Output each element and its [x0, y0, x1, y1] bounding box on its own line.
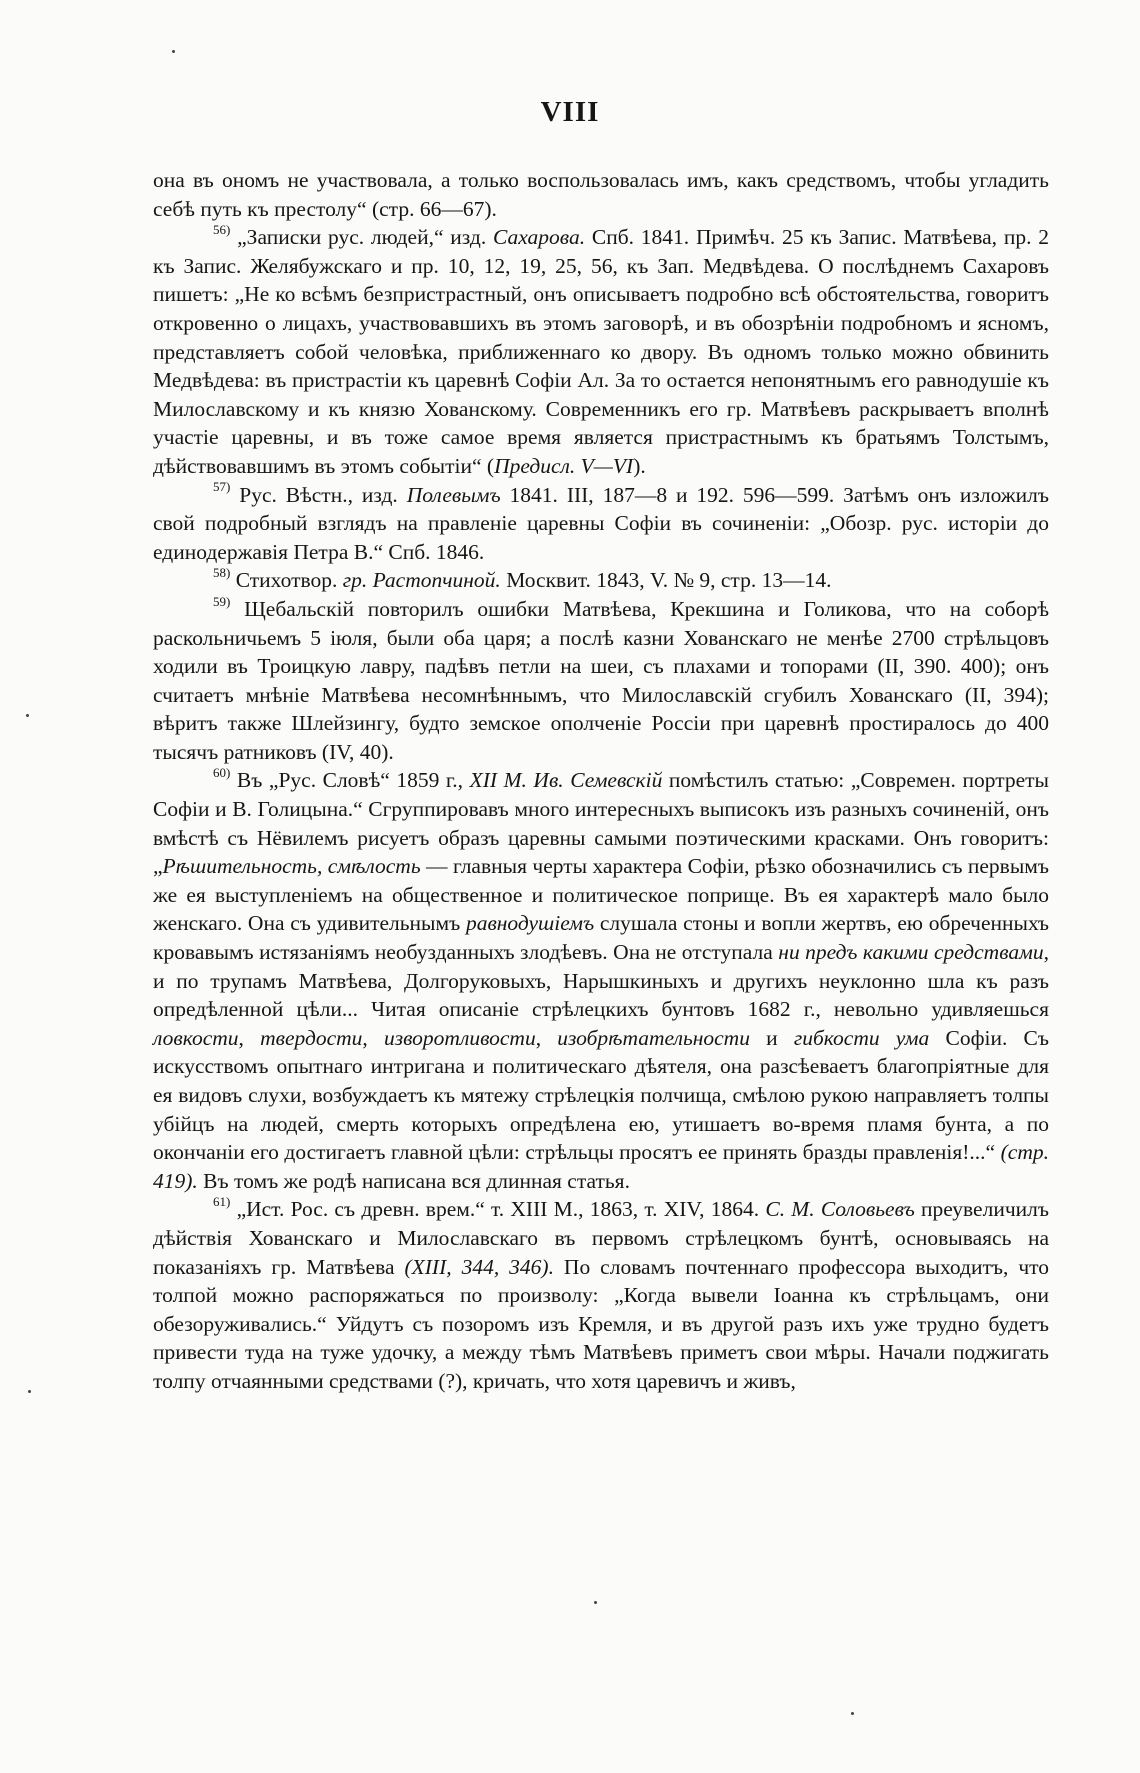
text-run: Въ „Рус. Словѣ“ 1859 г., [230, 768, 470, 793]
text-run: помѣстилъ статью: „Современ. портреты Софіи и В. Голицына.“ Сгруппировавъ много интересныхъ выписокъ изъ разныхъ сочиненій, онъ вмѣстѣ съ Нёвилемъ рисуетъ образъ царевны самыми поэтическими красками. Онъ говоритъ: „ [153, 768, 1049, 879]
italic-run: (стр. 419). [153, 1140, 1049, 1193]
page-number: VIII [540, 96, 600, 128]
text-run: „Записки рус. людей,“ изд. [230, 225, 494, 250]
italic-run: равнодушіемъ [465, 911, 595, 936]
italic-run: гр. Растопчиной. [342, 568, 501, 593]
text-run: Москвит. 1843, V. № 9, стр. 13—14. [500, 568, 832, 593]
footnote-59 [153, 595, 1049, 767]
italic-run: Рѣшительность, смѣлость [162, 854, 421, 879]
text-run: , [362, 1025, 384, 1050]
footnote-56 [153, 223, 1049, 480]
print-speck [851, 1712, 854, 1715]
text-run: Стихотвор. [230, 568, 343, 593]
footnote-marker: 58) [213, 565, 231, 581]
footnote-58 [153, 566, 1049, 595]
text-run: преувеличилъ дѣйствія Хованскаго и Милославскаго въ первомъ стрѣлецкомъ бунтѣ, основываясь на показаніяхъ гр. Матвѣева [153, 1197, 1049, 1279]
footnote-marker: 61) [213, 1194, 231, 1210]
text-run: , [238, 1025, 261, 1050]
italic-run: гибкости ума [793, 1025, 930, 1050]
footnote-60 [153, 766, 1049, 1195]
text-run: и [749, 1025, 794, 1050]
print-speck [26, 714, 29, 717]
text-run: Щебальскій повторилъ ошибки Матвѣева, Крекшина и Голикова, что на соборѣ раскольничьемъ 5 іюля, были оба царя; а послѣ казни Хованскаго не менѣе 2700 стрѣльцовъ ходили въ Троицкую лавру, падѣвъ петли на шеи, съ плахами и топорами (II, 390. 400); онъ считаетъ мнѣніе Матвѣева несомнѣннымъ, что Милославскій сгубилъ Хованскаго (II, 394); вѣритъ также Шлейзингу, будто земское ополченіе Россіи при царевнѣ простиралось до 400 тысячъ ратниковъ (IV, 40). [153, 596, 1049, 764]
italic-run: изворотливости [383, 1025, 536, 1050]
text-run: слушала стоны и вопли жертвъ, ею обреченныхъ кровавымъ истязаніямъ необузданныхъ злодѣевъ. Она не отступала [153, 911, 1049, 965]
footnote-marker: 56) [213, 222, 231, 238]
text-run: Рус. Вѣстн., изд. [230, 482, 407, 507]
italic-run: Сахарова. [493, 225, 586, 250]
paragraph-continuation: она въ ономъ не участвовала, а только воспользовалась имъ, какъ средствомъ, чтобы угладить себѣ путь къ престолу“ (стр. 66—67). [153, 168, 1049, 221]
footnote-57 [153, 481, 1049, 567]
text-run: По словамъ почтеннаго профессора выходитъ, что толпой можно распоряжаться по произволу: „Когда вывели Іоанна къ стрѣльцамъ, они обезоруживались.“ Уйдутъ съ позоромъ изъ Кремля, и въ другой разъ ихъ уже трудно будетъ привести туда на туже удочку, а между тѣмъ Матвѣевъ приметъ свои мѣры. Начали поджигать толпу отчаянными средствами (?), кричать, что хотя царевичъ и живъ, [153, 1254, 1050, 1393]
italic-run: XII М. Ив. Семевскій [469, 768, 663, 793]
text-run: „Ист. Рос. съ древн. врем.“ т. XIII М., 1863, т. XIV, 1864. [230, 1197, 766, 1222]
footnote-marker: 59) [213, 593, 231, 609]
italic-run: ни предъ какими средствами [778, 940, 1044, 965]
italic-run: твердости [260, 1025, 363, 1050]
italic-run: ловкости [153, 1025, 239, 1050]
footnote-marker: 57) [213, 479, 231, 495]
print-speck [172, 50, 175, 53]
italic-run: Предисл. V—VI [494, 453, 634, 478]
italic-run: Полевымъ [406, 482, 501, 507]
italic-run: изобрѣтательности [557, 1025, 750, 1050]
italic-run: С. М. Соловьевъ [765, 1197, 915, 1222]
text-run: 1841. III, 187—8 и 192. 596—599. Затѣмъ онъ изложилъ свой подробный взглядъ на правленіе царевны Софіи въ сочиненіи: „Обозр. рус. исторіи до единодержавія Петра В.“ Спб. 1846. [153, 482, 1050, 564]
text-run: , и по трупамъ Матвѣева, Долгоруковыхъ, Нарышкиныхъ и другихъ неуклонно шла къ разъ опредѣленной цѣли... Читая описаніе стрѣлецкихъ бунтовъ 1682 г., невольно удивляешься [153, 940, 1049, 1022]
footnote-61 [153, 1195, 1049, 1395]
text-run: Спб. 1841. Примѣч. 25 къ Запис. Матвѣева, пр. 2 къ Запис. Желябужскаго и пр. 10, 12, 19, 25, 56, къ Зап. Медвѣдева. О послѣднемъ Сахаровъ пишетъ: „Не ко всѣмъ безпристрастный, онъ описываетъ подробно всѣ обстоятельства, говоритъ откровенно о лицахъ, участвовавшихъ въ этомъ заговорѣ, и въ обозрѣніи подробномъ и ясномъ, представляетъ собой человѣка, приближеннаго ко двору. Въ одномъ только можно обвинить Медвѣдева: въ пристрастіи къ царевнѣ Софіи Ал. За то остается непонятнымъ его равнодушіе къ Милославскому и къ князю Хованскому. Современникъ его гр. Матвѣевъ раскрываетъ вполнѣ участіе царевны, и въ тоже самое время является пристрастнымъ къ братьямъ Толстымъ, дѣйствовавшимъ въ этомъ событіи“ ( [153, 225, 1049, 478]
print-speck [28, 1390, 31, 1393]
text-run: Софіи. Съ искусствомъ опытнаго интригана и политическаго дѣятеля, она разсѣеваетъ благопріятные для ея видовъ слухи, возбуждаетъ къ мятежу стрѣлецкія полчища, смѣлою рукою направляетъ толпы убійцъ на людей, смерть которыхъ опредѣлена ею, утишаетъ во-время пламя бунта, а по окончаніи его достигаетъ главной цѣли: стрѣльцы просятъ ее принять бразды правленія!...“ [153, 1025, 1050, 1165]
text-run: ). [633, 453, 646, 478]
footnote-marker: 60) [213, 765, 231, 781]
text-run: Въ томъ же родѣ написана вся длинная статья. [197, 1168, 630, 1193]
body-text [153, 166, 1049, 1396]
print-speck [594, 1601, 597, 1604]
text-run: , [535, 1025, 558, 1050]
italic-run: (XIII, 344, 346). [404, 1254, 554, 1279]
text-run: — главныя черты характера Софіи, рѣзко обозначились съ первымъ же ея выступленіемъ на общественное и политическое поприще. Въ ея характерѣ мало было женскаго. Она съ удивительнымъ [153, 854, 1049, 936]
